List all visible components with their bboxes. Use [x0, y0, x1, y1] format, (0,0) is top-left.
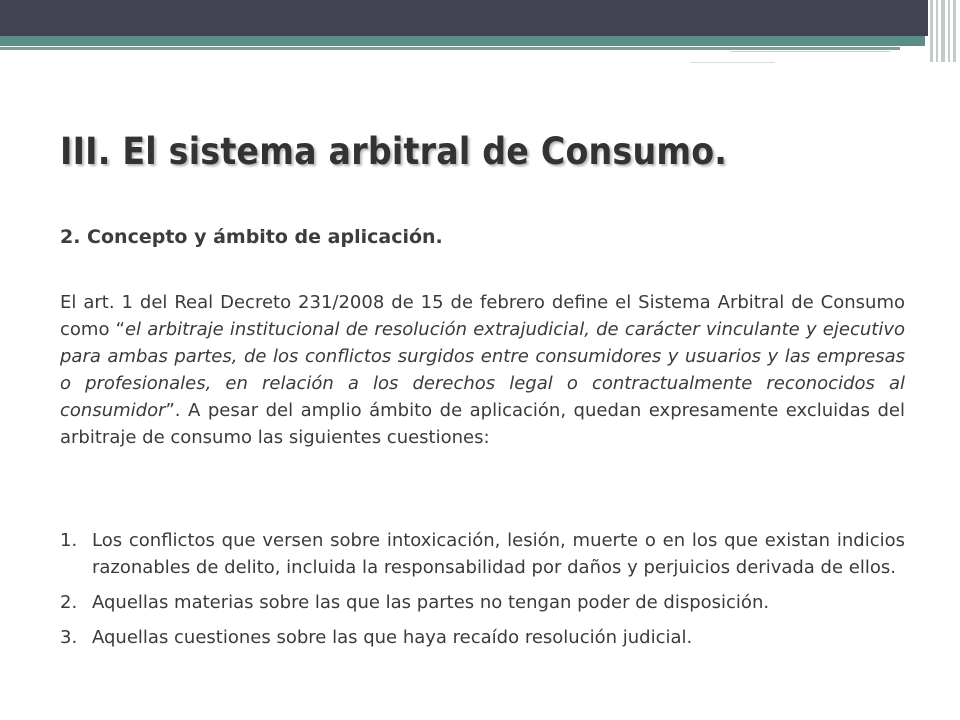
decorative-vertical-lines — [928, 0, 960, 62]
list-item-text: Aquellas cuestiones sobre las que haya recaído resolución judicial. — [92, 627, 693, 648]
list-item-number: 2. — [60, 592, 78, 613]
definition-quote: el arbitraje institucional de resolución extrajudicial, de carácter vinculante y ejecutivo para ambas partes, de los conflictos surgidos entre consumidores y usuarios y las empresas o profesionales, en relación a los derechos legal o contractualmente reconocidos al consumidor — [60, 319, 905, 421]
list-item-text: Aquellas materias sobre las que las partes no tengan poder de disposición. — [92, 592, 770, 613]
paragraph-intro: El art. 1 del Real Decreto 231/2008 de 15 de febrero define el Sistema Arbitral de Consumo como “ — [60, 292, 905, 340]
list-item-number: 1. — [60, 530, 78, 551]
paragraph-outro: ”. A pesar del amplio ámbito de aplicación, quedan expresamente excluidas del arbitraje de consumo las siguientes cuestiones: — [60, 400, 905, 448]
accent-stripe-secondary — [0, 47, 900, 50]
list-item — [60, 589, 905, 616]
header-bar — [0, 0, 960, 36]
exclusions-list — [60, 527, 905, 659]
decorative-line — [730, 51, 890, 52]
list-item — [60, 624, 905, 651]
list-item-text: Los conflictos que versen sobre intoxicación, lesión, muerte o en los que existan indicios razonables de delito, incluida la responsabilidad por daños y perjuicios derivada de ellos. — [92, 530, 905, 578]
slide-title: III. El sistema arbitral de Consumo. — [60, 130, 728, 173]
list-item — [60, 527, 905, 581]
definition-paragraph — [60, 289, 905, 451]
accent-stripe — [0, 36, 925, 46]
decorative-line — [690, 62, 775, 63]
list-item-number: 3. — [60, 627, 78, 648]
section-subtitle: 2. Concepto y ámbito de aplicación. — [60, 226, 443, 248]
